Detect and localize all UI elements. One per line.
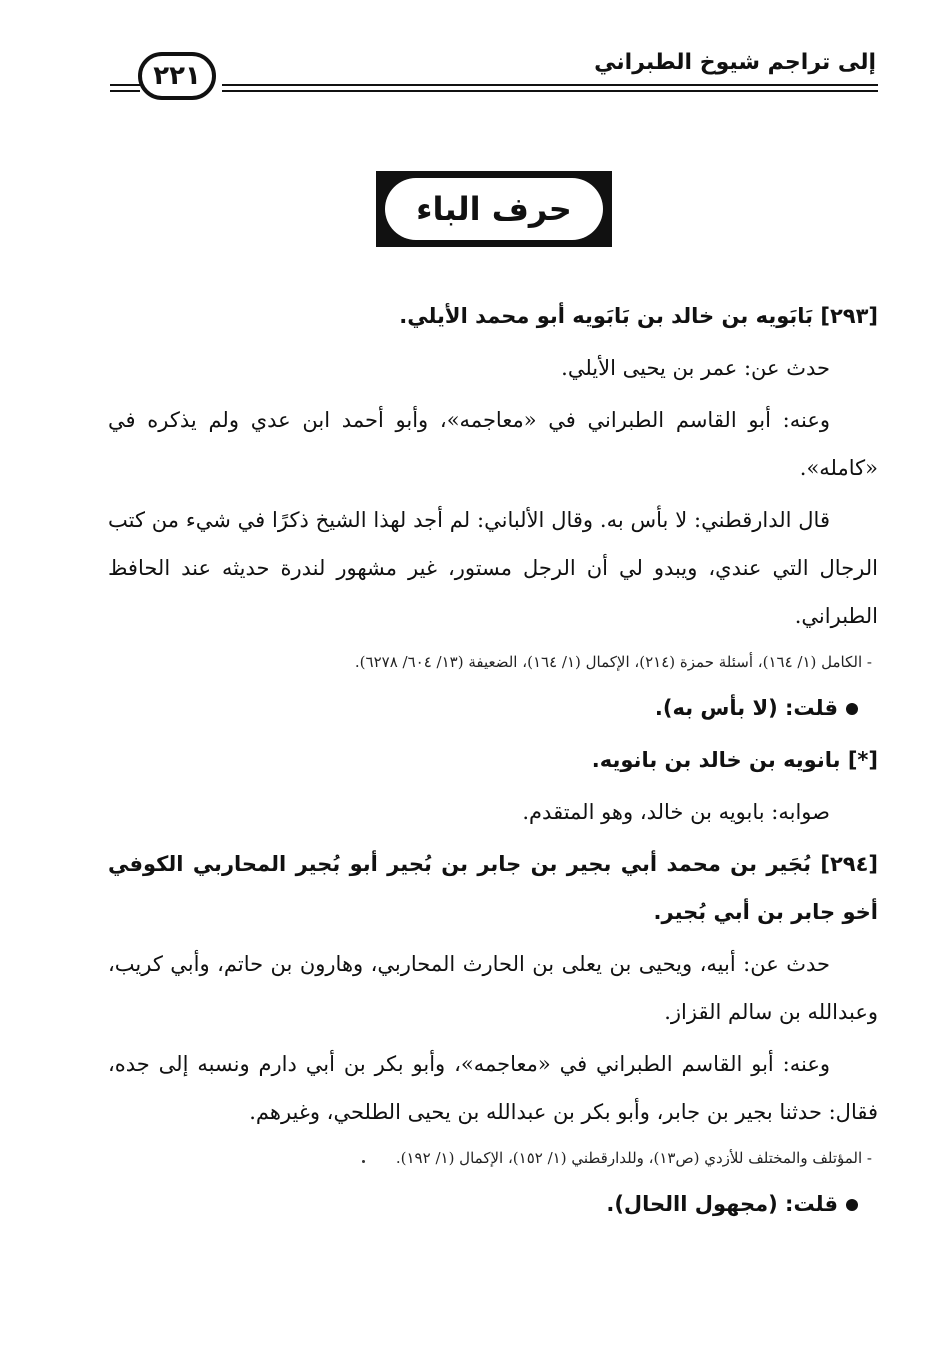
running-title: إلى تراجم شيوخ الطبراني [594,50,876,75]
body-text [108,292,878,1232]
footnote: - الكامل (١/ ١٦٤)، أسئلة حمزة (٢١٤)، الإكمال (١/ ١٦٤)، الضعيفة (١٣/ ٦٠٤/ ٦٢٧٨). [354,653,872,671]
header-rule-left-top [110,84,140,86]
verdict-text: قلت: (لا بأس به). [654,696,838,720]
header-rule-bottom [222,90,878,92]
verdict [108,684,878,732]
header-rules [110,60,878,102]
section-heading-box [376,171,612,247]
narrated-by: وعنه: أبو القاسم الطبراني في «معاجمه»، وأبو بكر بن أبي دارم ونسبه إلى جده، فقال: حدثنا بجير بن جابر، وأبو بكر بن عبدالله بن يحيى الطلحي، وغيرهم. [108,1052,878,1124]
page-number: ٢٢١ [138,52,216,100]
entry-heading: [*] بانويه بن خالد بن بانويه. [591,748,878,772]
verdict [108,1180,878,1228]
header-rule-left-bottom [110,90,140,92]
bullet-icon [846,1199,858,1211]
section-title: حرف الباء [385,178,603,240]
footnote: - المؤتلف والمختلف للأزدي (ص١٣)، وللدارقطني (١/ ١٥٢)، الإكمال (١/ ١٩٢). [395,1149,872,1167]
narrated-by: وعنه: أبو القاسم الطبراني في «معاجمه»، وأبو أحمد ابن عدي ولم يذكره في «كامله». [108,408,878,480]
scan-speck [362,1160,365,1163]
entry-heading: [٢٩٤] بُجَير بن محمد أبي بجير بن جابر بن بُجير أبو بُجير المحاربي الكوفي أخو جابر بن أبي بُجير. [108,852,878,924]
narrated-from: حدث عن: عمر بن يحيى الأيلي. [561,356,830,380]
verdict-text: قلت: (مجهول االحال). [606,1192,838,1216]
bullet-icon [846,703,858,715]
header-rule-top [222,84,878,86]
commentary: قال الدارقطني: لا بأس به. وقال الألباني: لم أجد لهذا الشيخ ذكرًا في شيء من كتب الرجال التي عندي، ويبدو لي أن الرجل مستور، غير مشهور لندرة حديثه عند الحافظ الطبراني. [108,508,878,628]
entry-heading: [٢٩٣] بَابَويه بن خالد بن بَابَويه أبو محمد الأيلي. [399,304,878,328]
narrated-from: حدث عن: أبيه، ويحيى بن يعلى بن الحارث المحاربي، وهارون بن حاتم، وأبي كريب، وعبدالله بن سالم القزاز. [108,952,878,1024]
correction-note: صوابه: بابويه بن خالد، وهو المتقدم. [522,800,830,824]
